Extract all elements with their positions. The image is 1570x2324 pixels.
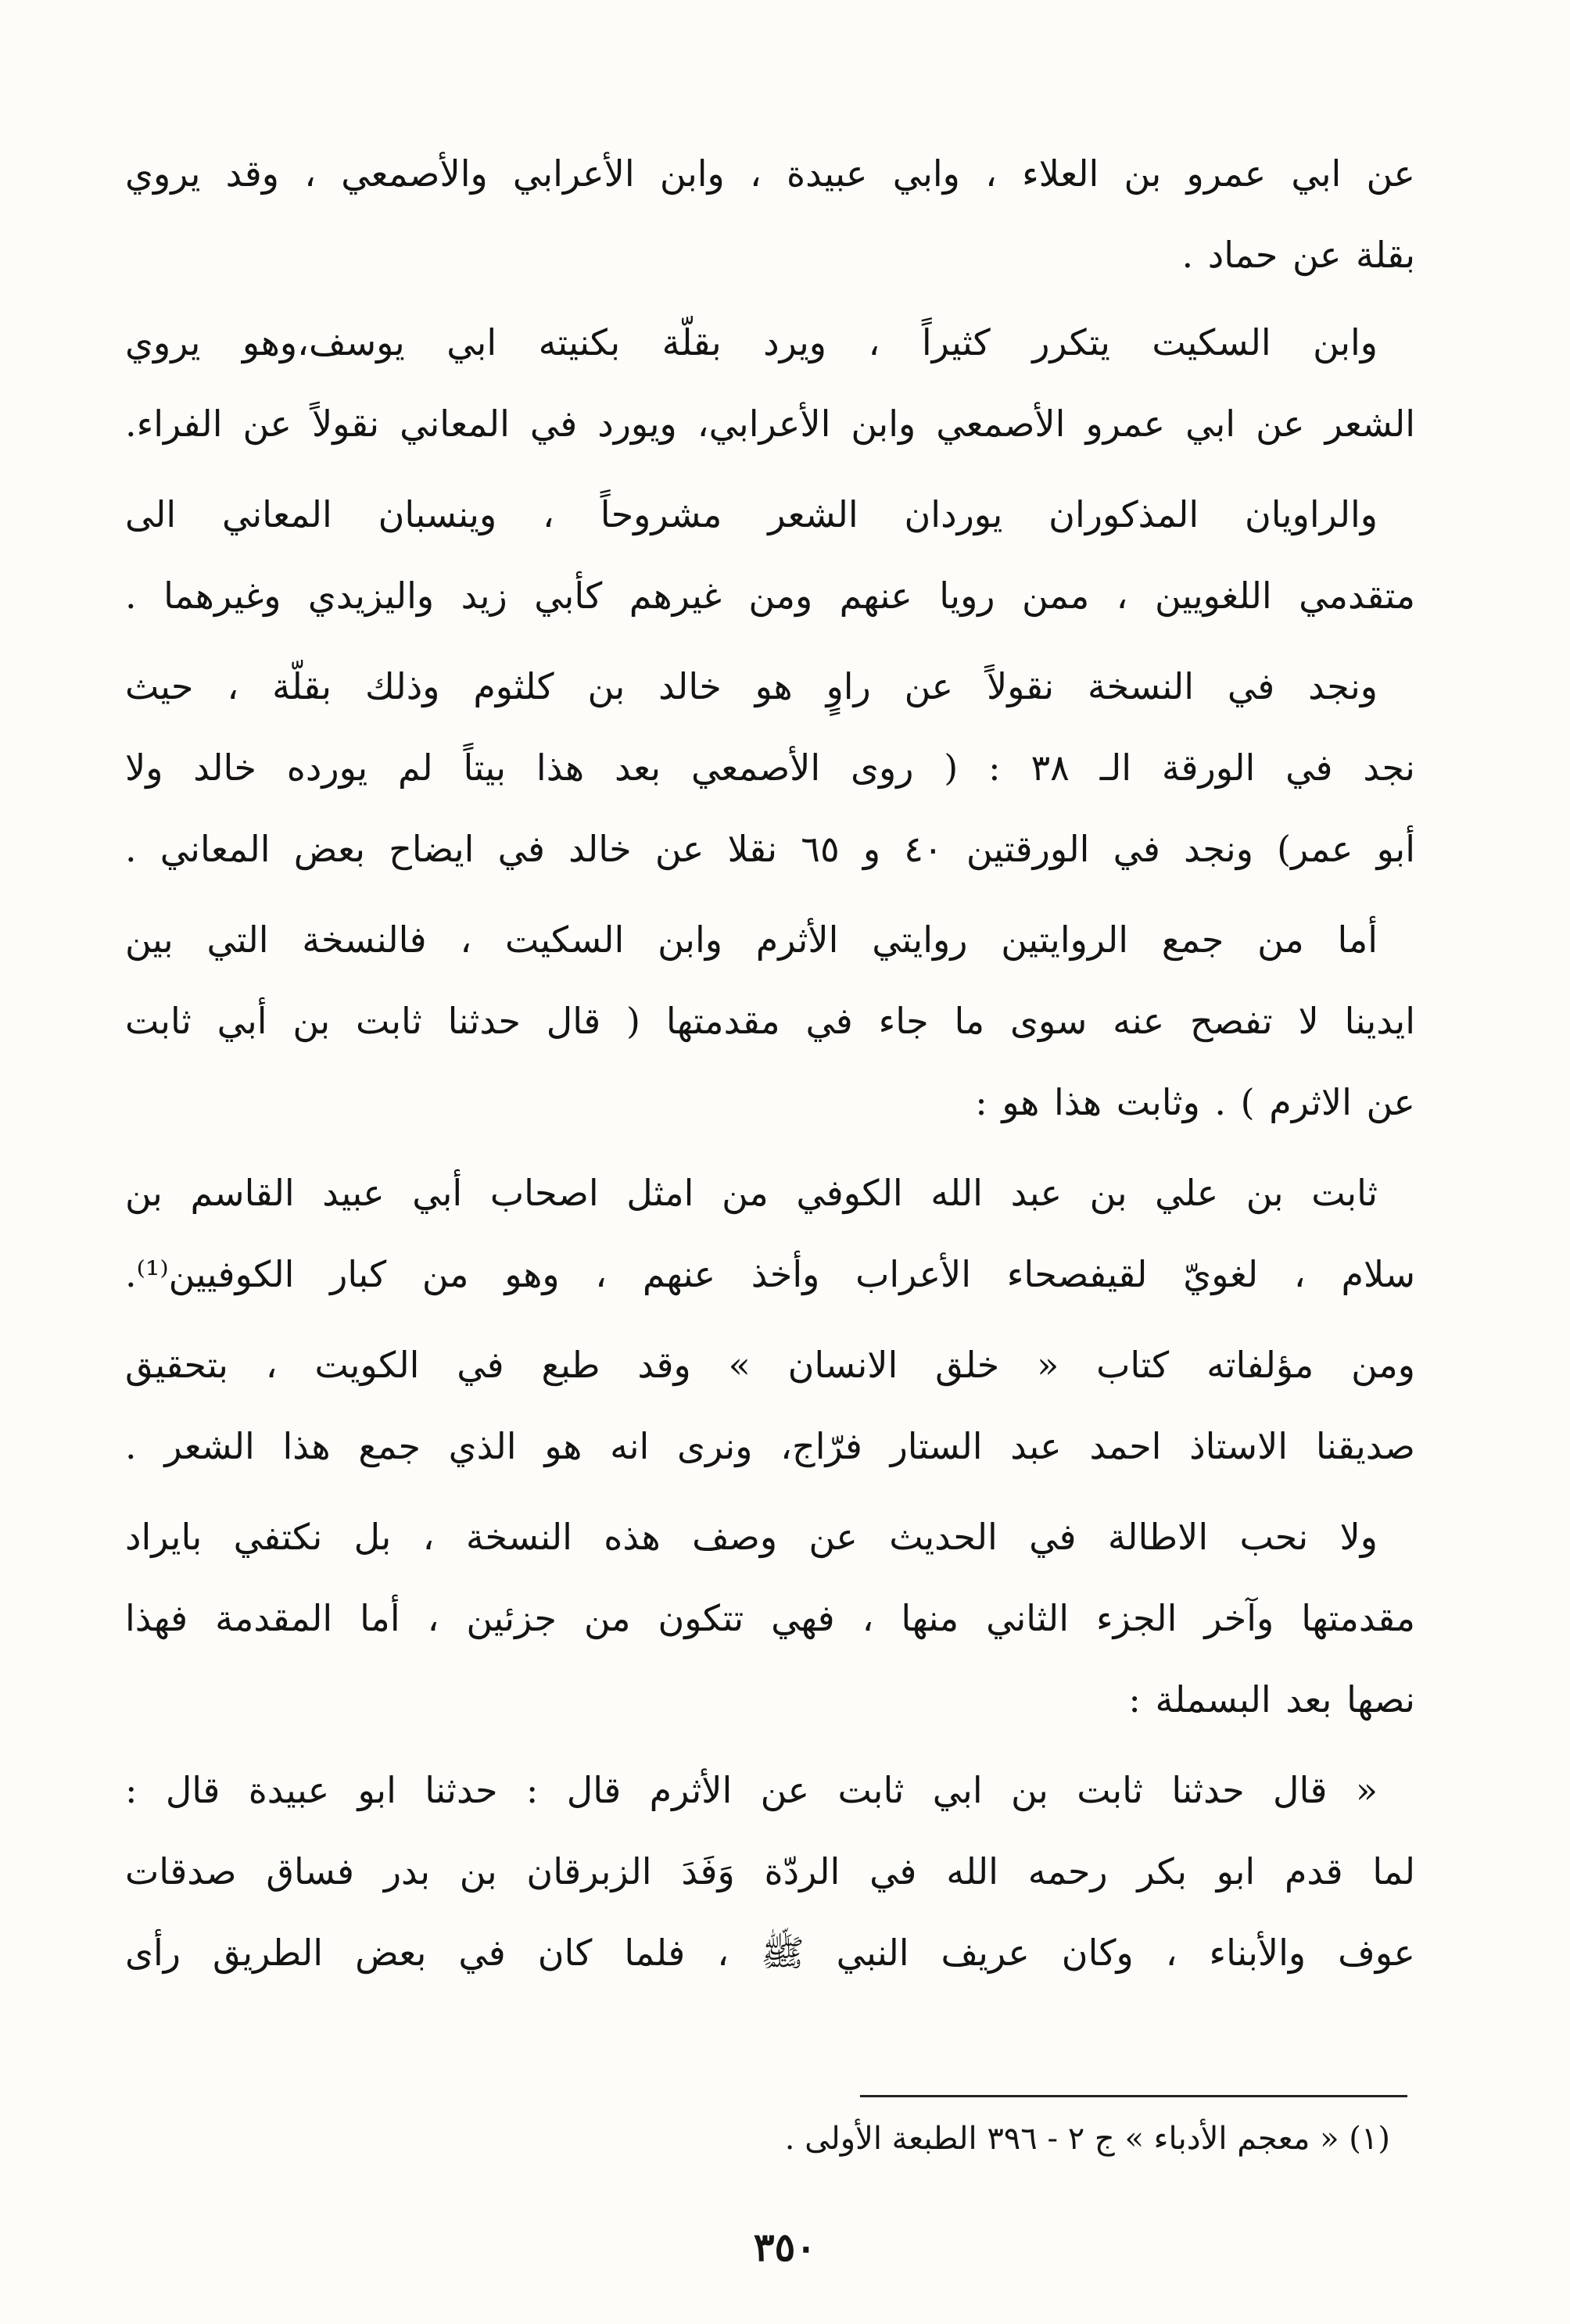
paragraph-1 — [125, 133, 1415, 295]
paragraph-8 — [125, 1496, 1415, 1740]
text-line: بقلة عن حماد . — [1181, 234, 1415, 276]
text-line: والراويان المذكوران يوردان الشعر مشروحاً ، وينسبان المعاني الى — [125, 493, 1378, 535]
page-number: ٣٥٠ — [753, 2224, 817, 2270]
paragraph-9 — [125, 1749, 1415, 1993]
text-line: أبو عمر) ونجد في الورقتين ٤٠ و ٦٥ نقلا عن خالد في ايضاح بعض المعاني . — [125, 828, 1415, 870]
text-line: لما قدم ابو بكر رحمه الله في الردّة وَفَدَ الزبرقان بن بدر فساق صدقات — [125, 1850, 1415, 1893]
text-line: الشعر عن ابي عمرو الأصمعي وابن الأعرابي، ويورد في المعاني نقولاً عن الفراء. — [125, 403, 1415, 445]
paragraph-6 — [125, 1152, 1415, 1315]
text-line: « قال حدثنا ثابت بن ابي ثابت عن الأثرم قال : حدثنا ابو عبيدة قال : — [125, 1769, 1378, 1811]
text-line: نجد في الورقة الـ ٣٨ : ( روى الأصمعي بعد هذا بيتاً لم يورده خالد ولا — [125, 747, 1415, 789]
page-body — [125, 133, 1415, 2003]
text-line: ايدينا لا تفصح عنه سوى ما جاء في مقدمتها ( قال حدثنا ثابت بن أبي ثابت — [125, 1000, 1415, 1042]
text-line: متقدمي اللغويين ، ممن رويا عنهم ومن غيرهم كأبي زيد واليزيدي وغيرهما . — [125, 575, 1415, 617]
paragraph-7 — [125, 1324, 1415, 1487]
text-line: عن الاثرم ) . وثابت هذا هو : — [975, 1081, 1415, 1123]
paragraph-2 — [125, 302, 1415, 464]
text-line: ومن مؤلفاته كتاب « خلق الانسان » وقد طبع في الكويت ، بتحقيق — [125, 1344, 1415, 1386]
text-line: نصها بعد البسملة : — [1128, 1678, 1415, 1721]
text-line: صديقنا الاستاذ احمد عبد الستار فرّاج، ونرى انه هو الذي جمع هذا الشعر . — [125, 1425, 1415, 1467]
paragraph-4 — [125, 646, 1415, 890]
footnote-divider — [860, 2095, 1407, 2097]
text-line: ولا نحب الاطالة في الحديث عن وصف هذه النسخة ، بل نكتفي بايراد — [125, 1516, 1378, 1558]
text-line: عوف والأبناء ، وكان عريف النبي ﷺ ، فلما كان في بعض الطريق رأى — [125, 1932, 1415, 1974]
text-line: سلام ، لغويّ لقيفصحاء الأعراب وأخذ عنهم ، وهو من كبار الكوفيين⁽¹⁾. — [125, 1253, 1415, 1295]
paragraph-3 — [125, 474, 1415, 636]
text-line: عن ابي عمرو بن العلاء ، وابي عبيدة ، وابن الأعرابي والأصمعي ، وقد يروي — [125, 152, 1415, 195]
text-line: أما من جمع الروايتين روايتي الأثرم وابن السكيت ، فالنسخة التي بين — [125, 918, 1378, 961]
text-line: مقدمتها وآخر الجزء الثاني منها ، فهي تتكون من جزئين ، أما المقدمة فهذا — [125, 1597, 1415, 1639]
footnote: (١) « معجم الأدباء » ج ٢ - ٣٩٦ الطبعة الأولى . — [784, 2121, 1390, 2157]
text-line: ونجد في النسخة نقولاً عن راوٍ هو خالد بن كلثوم وذلك بقلّة ، حيث — [125, 665, 1378, 707]
text-line: وابن السكيت يتكرر كثيراً ، ويرد بقلّة بكنيته ابي يوسف،وهو يروي — [125, 321, 1378, 363]
paragraph-5 — [125, 899, 1415, 1143]
text-line: ثابت بن علي بن عبد الله الكوفي من امثل اصحاب أبي عبيد القاسم بن — [125, 1172, 1378, 1214]
